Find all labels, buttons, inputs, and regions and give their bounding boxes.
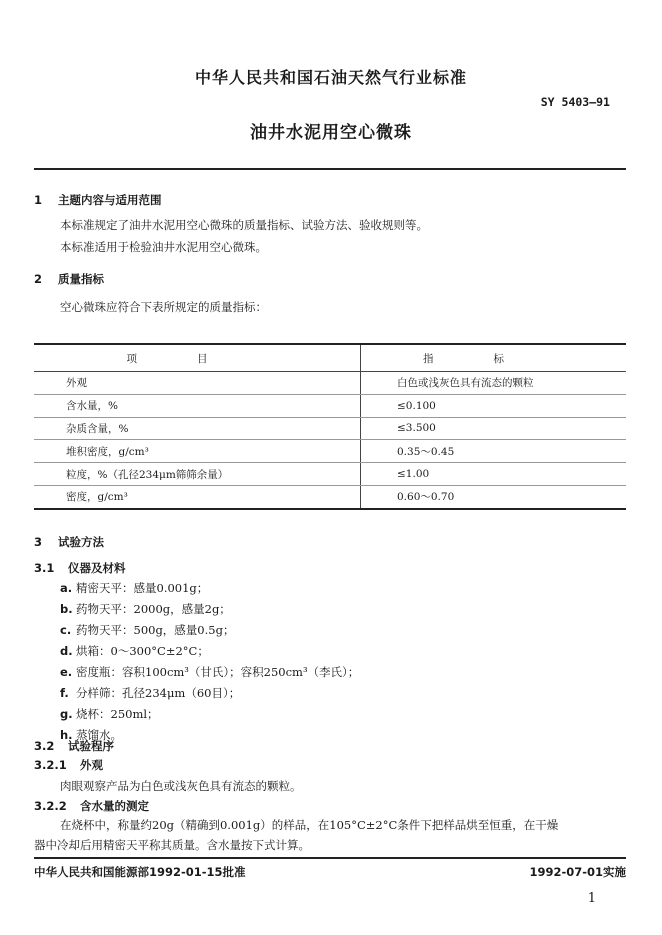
section-3-2-1-para: 肉眼观察产品为白色或浅灰色具有流态的颗粒。 xyxy=(60,779,302,793)
quality-spec-table xyxy=(34,343,626,510)
table-row xyxy=(34,463,626,486)
section-2-title: 质量指标 xyxy=(58,272,104,286)
list-item-label: g. xyxy=(60,707,73,721)
section-1-heading xyxy=(34,192,162,208)
section-3-2-2-para-line-1: 在烧杯中，称量约20g（精确到0.001g）的样品，在105°C±2°C条件下把样品烘至恒重，在干燥 xyxy=(60,818,559,832)
list-item-label: a. xyxy=(60,581,73,595)
list-item xyxy=(60,685,240,701)
document-title: 油井水泥用空心微珠 xyxy=(250,123,412,143)
list-item-text: 药物天平：500g，感量0.5g； xyxy=(76,623,235,637)
section-3-1-number: 3.1 xyxy=(34,561,55,575)
footer-divider xyxy=(34,857,626,859)
section-3-2-number: 3.2 xyxy=(34,739,55,753)
list-item-label: c. xyxy=(60,623,72,637)
table-header-row xyxy=(34,344,626,372)
list-item-label: b. xyxy=(60,602,73,616)
section-3-2-title: 试验程序 xyxy=(68,739,114,753)
section-3-2-2-title: 含水量的测定 xyxy=(80,799,149,813)
list-item-text: 烧杯：250ml； xyxy=(76,707,159,721)
table-cell-item: 密度，g/cm³ xyxy=(34,485,361,508)
list-item xyxy=(60,706,159,722)
list-item-text: 精密天平：感量0.001g； xyxy=(76,581,209,595)
list-item-label: e. xyxy=(60,665,73,679)
list-item-label: d. xyxy=(60,644,73,658)
table-cell-item: 杂质含量，% xyxy=(34,417,361,440)
section-3-title: 试验方法 xyxy=(58,535,104,549)
list-item-label: f. xyxy=(60,686,69,700)
list-item xyxy=(60,622,234,638)
list-item xyxy=(60,664,359,680)
section-2-heading xyxy=(34,271,104,287)
table-cell-item: 粒度，%（孔径234μm筛筛余量） xyxy=(34,463,361,486)
table-cell-value: ≤1.00 xyxy=(361,463,627,486)
table-row xyxy=(34,417,626,440)
section-3-heading xyxy=(34,534,104,550)
list-item-text: 密度瓶：容积100cm³（甘氏）；容积250cm³（李氏）； xyxy=(76,665,360,679)
standard-code: SY 5403—91 xyxy=(540,95,610,109)
section-2-number: 2 xyxy=(34,272,43,286)
section-3-2-2-para-line-2: 器中冷却后用精密天平称其质量。含水量按下式计算。 xyxy=(34,838,310,852)
standard-category-title: 中华人民共和国石油天然气行业标准 xyxy=(194,68,467,87)
list-item-text: 分样筛：孔径234μm（60目）； xyxy=(76,686,241,700)
section-3-1-heading xyxy=(34,560,126,576)
section-1-para-1: 本标准规定了油井水泥用空心微珠的质量指标、试验方法、验收规则等。 xyxy=(60,218,428,232)
table-header-value: 指标 xyxy=(361,344,627,372)
table-cell-item: 含水量，% xyxy=(34,394,361,417)
table-cell-value: 白色或浅灰色具有流态的颗粒 xyxy=(361,372,627,395)
table-cell-value: ≤3.500 xyxy=(361,417,627,440)
table-cell-value: 0.35～0.45 xyxy=(361,440,627,463)
section-3-1-title: 仪器及材料 xyxy=(68,561,126,575)
section-3-2-2-heading xyxy=(34,798,149,814)
table-row xyxy=(34,440,626,463)
section-3-number: 3 xyxy=(34,535,43,549)
list-item xyxy=(60,601,231,617)
list-item-text: 蒸馏水。 xyxy=(76,728,122,742)
table-cell-item: 堆积密度，g/cm³ xyxy=(34,440,361,463)
table-cell-value: 0.60～0.70 xyxy=(361,485,627,508)
list-item-label: h. xyxy=(60,728,73,742)
table-cell-value: ≤0.100 xyxy=(361,394,627,417)
list-item-text: 烘箱：0～300°C±2°C； xyxy=(76,644,209,658)
approval-line: 中华人民共和国能源部1992-01-15批准 xyxy=(34,865,246,879)
table-header-item: 项目 xyxy=(34,344,361,372)
table-row xyxy=(34,394,626,417)
section-1-para-2: 本标准适用于检验油井水泥用空心微珠。 xyxy=(60,240,267,254)
table-row xyxy=(34,485,626,508)
section-1-number: 1 xyxy=(34,193,43,207)
section-2-para: 空心微珠应符合下表所规定的质量指标： xyxy=(60,300,267,314)
section-1-title: 主题内容与适用范围 xyxy=(58,193,162,207)
section-3-2-1-heading xyxy=(34,757,103,773)
section-3-2-1-title: 外观 xyxy=(80,758,103,772)
page-number: 1 xyxy=(587,891,596,906)
section-3-2-1-number: 3.2.1 xyxy=(34,758,67,772)
section-3-2-heading xyxy=(34,738,114,754)
list-item xyxy=(60,580,208,596)
list-item-text: 药物天平：2000g，感量2g； xyxy=(76,602,231,616)
table-cell-item: 外观 xyxy=(34,372,361,395)
list-item xyxy=(60,643,209,659)
table-row xyxy=(34,372,626,395)
header-divider xyxy=(34,168,626,170)
section-3-2-2-number: 3.2.2 xyxy=(34,799,67,813)
effective-date: 1992-07-01实施 xyxy=(529,865,626,879)
